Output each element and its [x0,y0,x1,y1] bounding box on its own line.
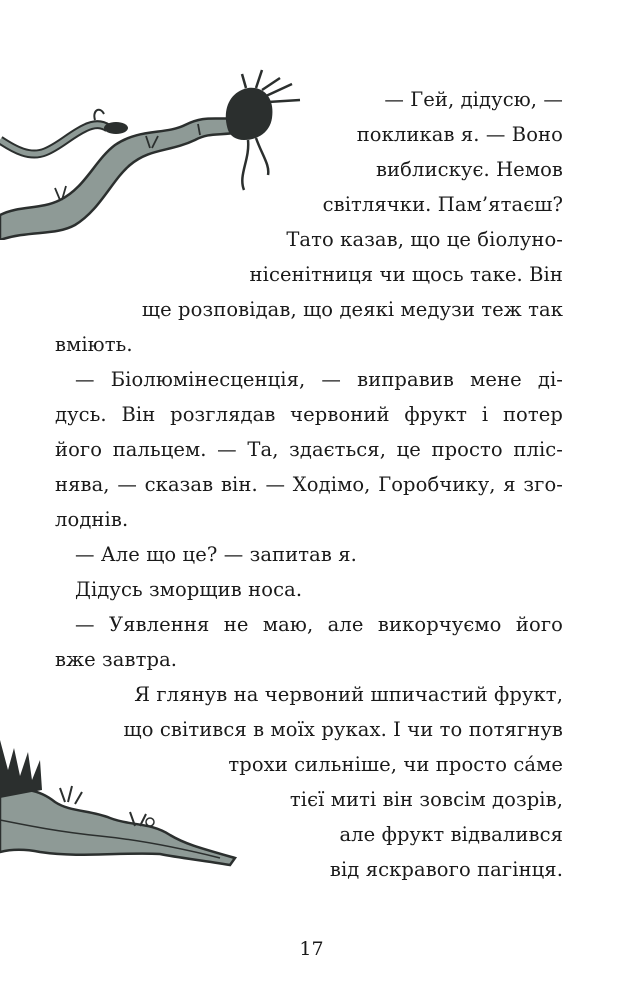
text-line: але фрукт відвалився [339,823,563,846]
text-line: лоднів. [55,508,129,531]
text-line: тієї миті він зовсім дозрів, [289,788,563,811]
leaf-illustration-icon [0,740,245,880]
text-line: що світився в моїх руках. І чи то потягнув [123,718,563,741]
text-line: Дідусь зморщив носа. [75,578,303,601]
text-line: трохи сильніше, чи просто са́ме [228,753,563,776]
text-line: Тато казав, що це біолуно- [286,228,563,251]
text-line: виблискує. Немов [375,158,563,181]
text-line: — Біолюмінесценція, — виправив мене ді- [75,368,563,391]
text-line: його пальцем. — Та, здається, це просто пліс- [55,438,563,461]
text-line: нява, — сказав він. — Ходімо, Горобчику, я зго- [55,473,563,496]
text-line: ще розповідав, що деякі медузи теж так [141,298,563,321]
text-line: — Але що це? — запитав я. [75,543,357,566]
text-line: світлячки. Пам’ятаєш? [322,193,563,216]
text-line: нісенітниця чи щось таке. Він [249,263,563,286]
text-line: від яскравого пагінця. [329,858,563,881]
text-line: Я глянув на червоний шпичастий фрукт, [134,683,563,706]
text-line: вже завтра. [55,648,178,671]
text-line: — Гей, дідусю, — [384,88,563,111]
text-line: покликав я. — Воно [356,123,563,146]
text-line: — Уявлення не маю, але викорчуємо його [75,613,563,636]
text-line: дусь. Він розглядав червоний фрукт і потер [55,403,563,426]
vine-illustration-icon [0,40,330,240]
text-line: вміють. [55,333,133,356]
page-number: 17 [299,938,324,960]
